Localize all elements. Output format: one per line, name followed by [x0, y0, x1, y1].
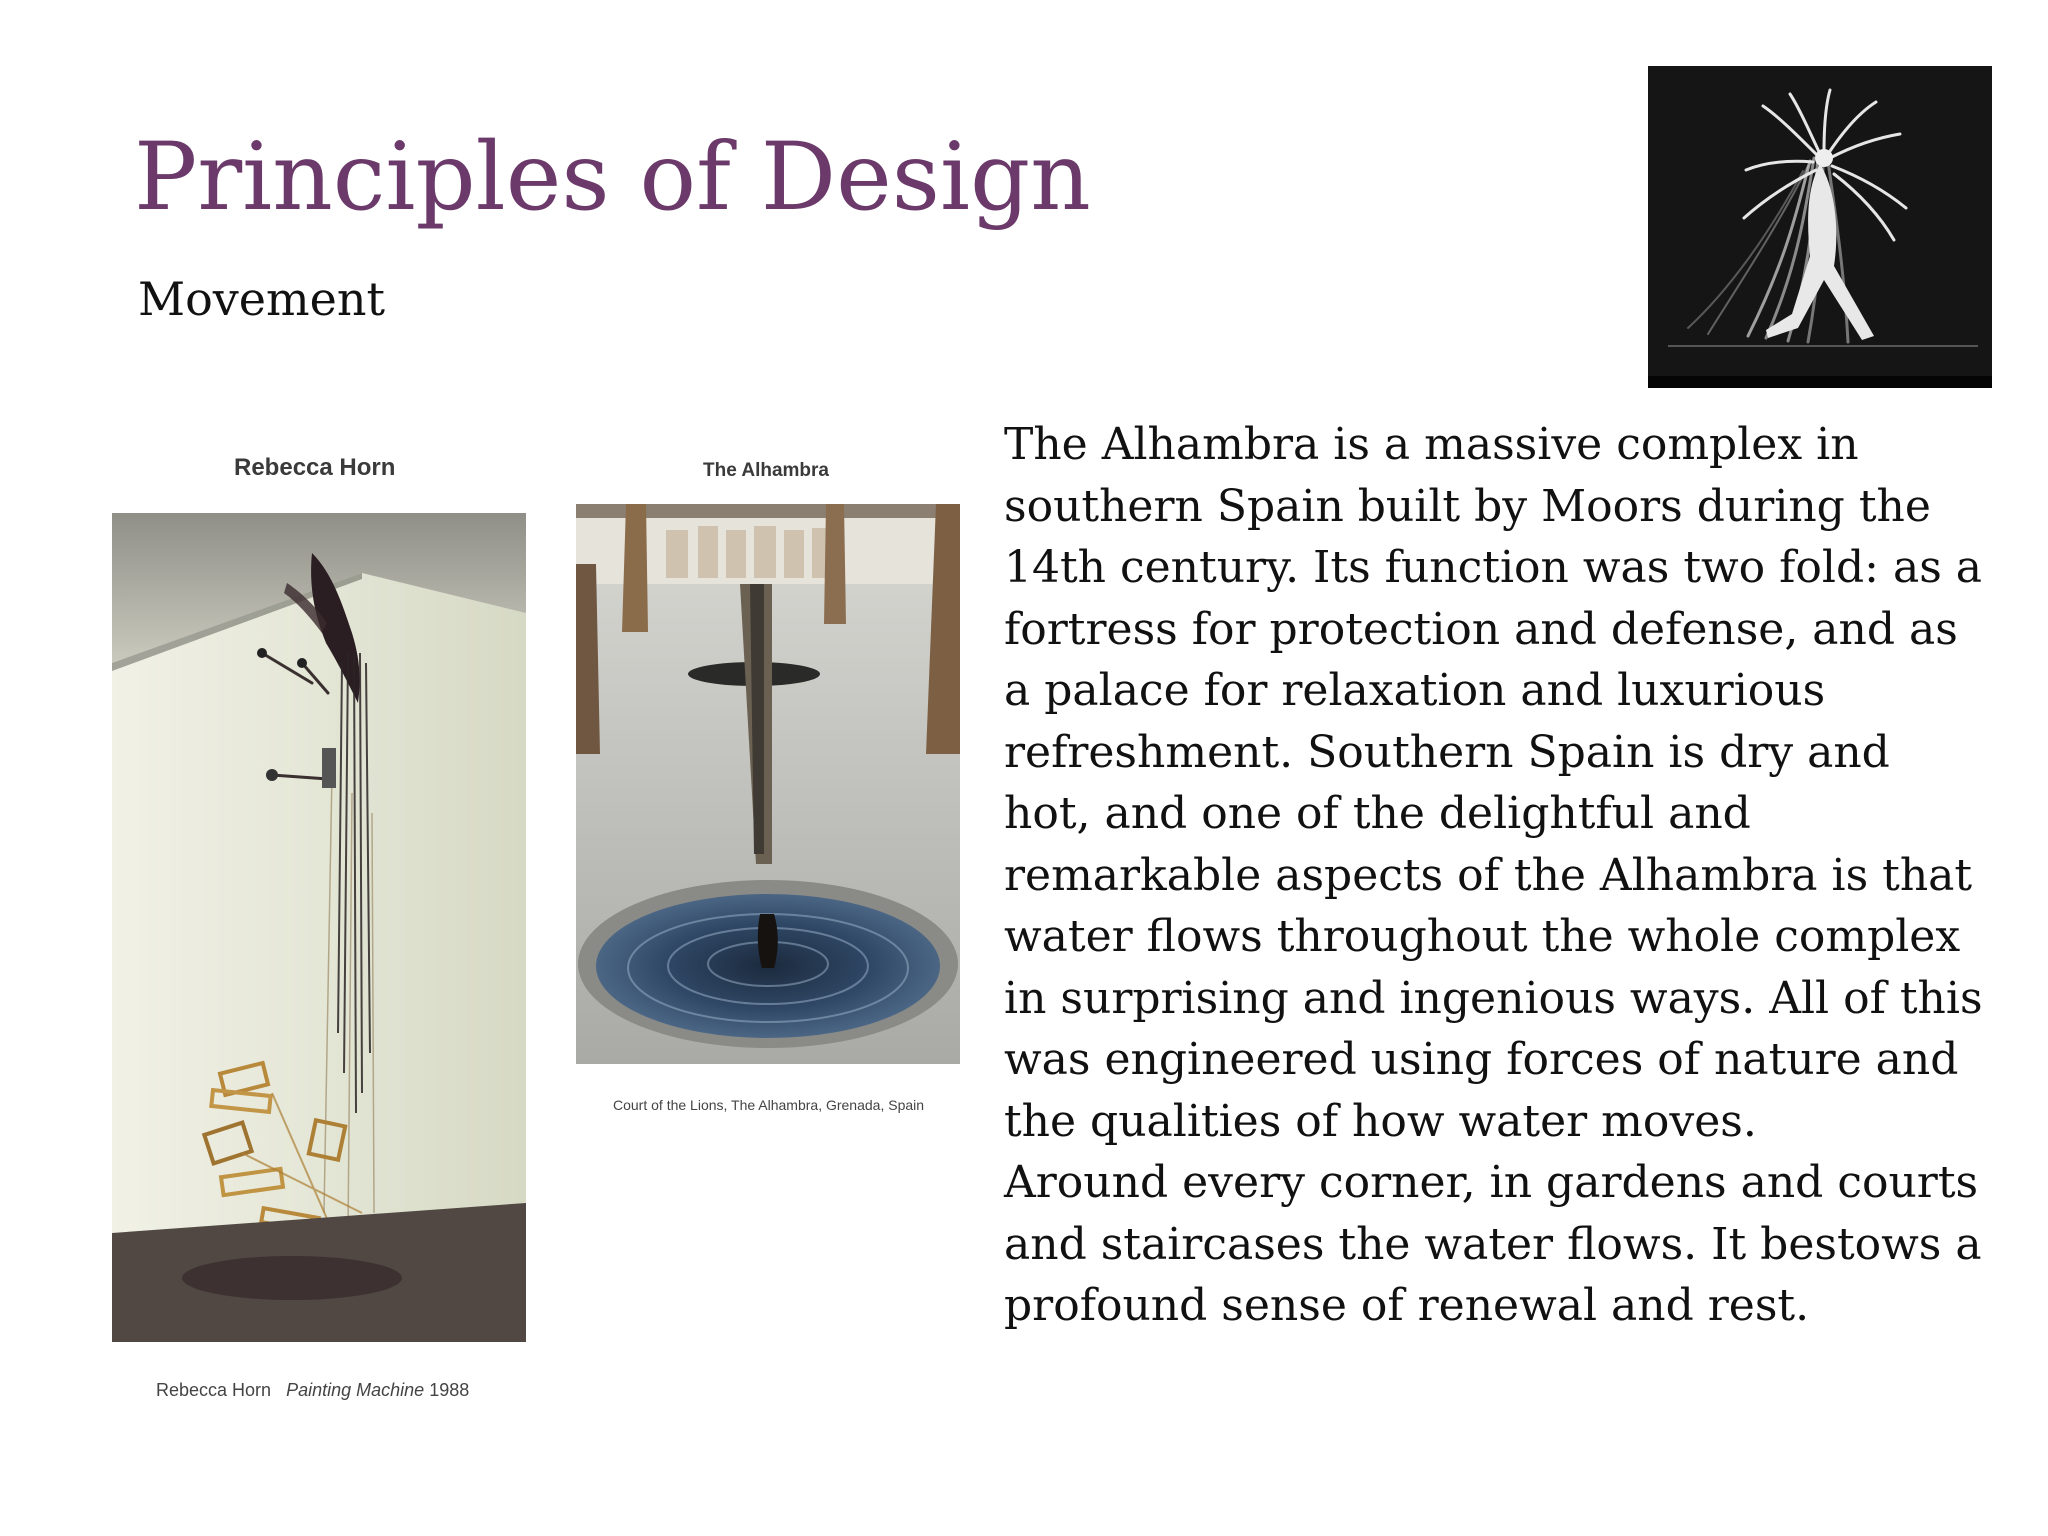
- caption-year: 1988: [429, 1380, 470, 1400]
- slide-title: Principles of Design: [134, 123, 1091, 232]
- caption-title: Painting Machine: [286, 1380, 425, 1400]
- alhambra-caption: Court of the Lions, The Alhambra, Grenada, Spain: [613, 1097, 925, 1113]
- rebecca-horn-caption: [156, 1380, 469, 1401]
- caption-artist: Rebecca Horn: [156, 1380, 272, 1400]
- painting-machine-photo: [112, 513, 526, 1342]
- body-paragraph-1: The Alhambra is a massive complex in southern Spain built by Moors during the 14th century. Its function was two fold: as a fortress for protection and defense, and as a palace for relaxation and luxurious refreshment. Southern Spain is dry and hot, and one of the delightful and remarkable aspects of the Alhambra is that water flows throughout the whole complex in surprising and ingenious ways. All of this was engineered using forces of nature and the qualities of how water moves.: [1004, 419, 1983, 1147]
- body-text: [1004, 414, 1984, 1337]
- court-of-the-lions-photo: [576, 504, 960, 1064]
- rebecca-horn-heading: Rebecca Horn: [234, 454, 396, 481]
- dancer-photo: [1648, 66, 1992, 388]
- body-paragraph-2: Around every corner, in gardens and courts and staircases the water flows. It bestows a profound sense of renewal and rest.: [1004, 1157, 1982, 1331]
- slide-subtitle: Movement: [138, 272, 385, 326]
- alhambra-heading: The Alhambra: [703, 460, 829, 481]
